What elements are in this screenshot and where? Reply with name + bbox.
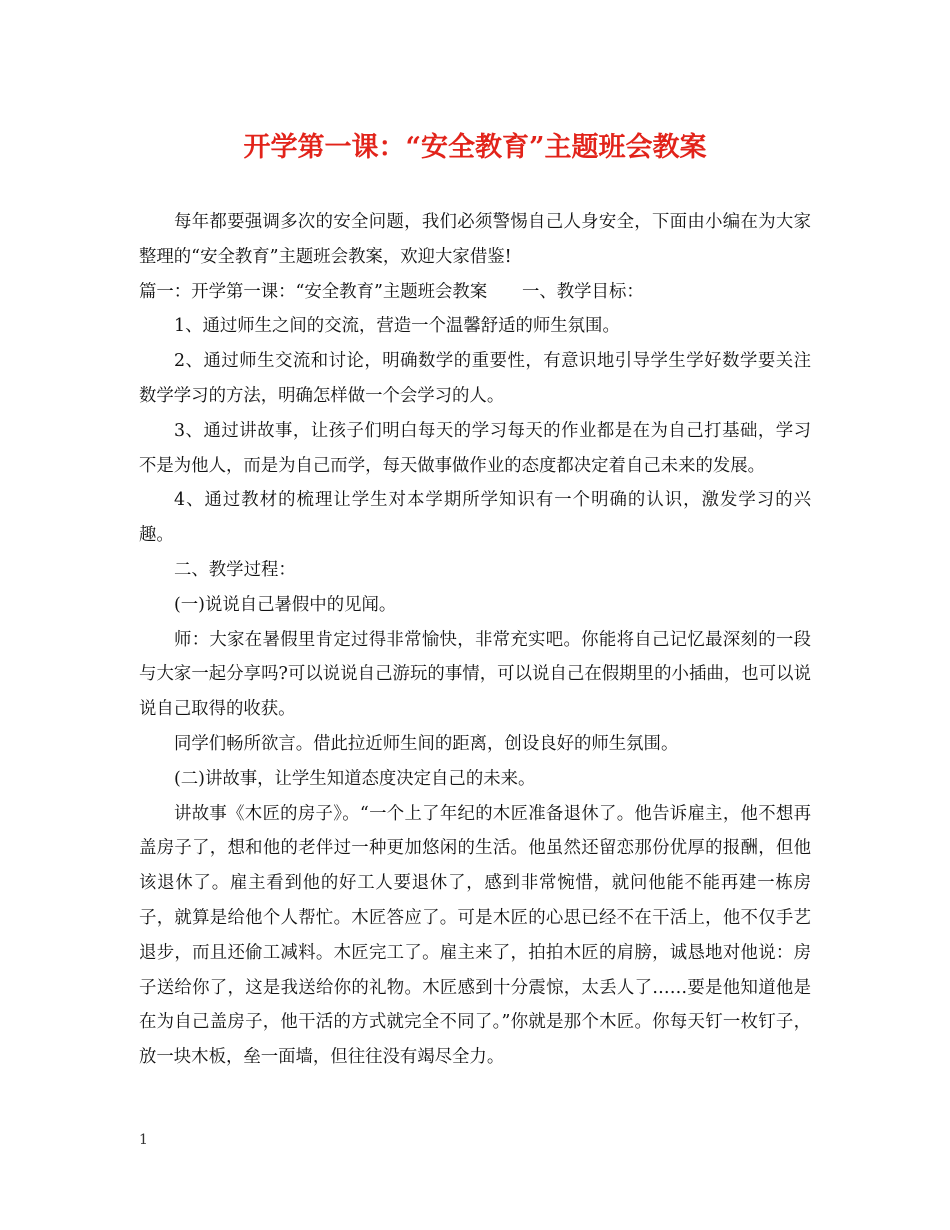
paragraph-intro: 每年都要强调多次的安全问题，我们必须警惕自己人身安全，下面由小编在为大家整理的“安全教育”主题班会教案，欢迎大家借鉴! [139,212,811,267]
paragraph-step-2: (二)讲故事，让学生知道态度决定自己的未来。 [174,768,536,789]
paragraph-step-1: (一)说说自己暑假中的见闻。 [174,594,397,615]
paragraph-story: 讲故事《木匠的房子》。“一个上了年纪的木匠准备退休了。他告诉雇主，他不想再盖房子了，想和他的老伴过一种更加悠闲的生活。他虽然还留恋那份优厚的报酬，但他该退休了。雇主看到他的好工人要退休了，感到非常惋惜，就问他能不能再建一栋房子，就算是给他个人帮忙。木匠答应了。可是木匠的心思已经不在干活上，他不仅手艺退步，而且还偷工减料。木匠完工了。雇主来了，拍拍木匠的肩膀，诚恳地对他说：房子送给你了，这是我送给你的礼物。木匠感到十分震惊，太丢人了……要是他知道他是在为自己盖房子，他干活的方式就完全不同了。”你就是那个木匠。你每天钉一枚钉子，放一块木板，垒一面墙，但往往没有竭尽全力。 [139,803,811,1068]
paragraph-section-heading: 篇一：开学第一课：“安全教育”主题班会教案 一、教学目标： [139,281,644,302]
paragraph-goal-3: 3、通过讲故事，让孩子们明白每天的学习每天的作业都是在为自己打基础，学习不是为他人，而是为自己而学，每天做事做作业的态度都决定着自己未来的发展。 [139,420,811,476]
paragraph-teacher-talk: 师：大家在暑假里肯定过得非常愉快，非常充实吧。你能将自己记忆最深刻的一段与大家一起分享吗?可以说说自己游玩的事情，可以说自己在假期里的小插曲，也可以说说自己取得的收获。 [139,629,811,720]
paragraph-goal-2: 2、通过师生交流和讨论，明确数学的重要性，有意识地引导学生学好数学要关注数学学习的方法，明确怎样做一个会学习的人。 [139,351,811,406]
page-number: 1 [139,1132,148,1148]
paragraph-process-heading: 二、教学过程： [174,559,296,580]
paragraph-students: 同学们畅所欲言。借此拉近师生间的距离，创设良好的师生氛围。 [174,733,679,754]
document-body [139,205,811,1075]
document-title: 开学第一课：“安全教育”主题班会教案 [243,132,707,163]
paragraph-goal-4: 4、通过教材的梳理让学生对本学期所学知识有一个明确的认识，激发学习的兴趣。 [139,490,811,546]
paragraph-goal-1: 1、通过师生之间的交流，营造一个温馨舒适的师生氛围。 [174,316,620,337]
